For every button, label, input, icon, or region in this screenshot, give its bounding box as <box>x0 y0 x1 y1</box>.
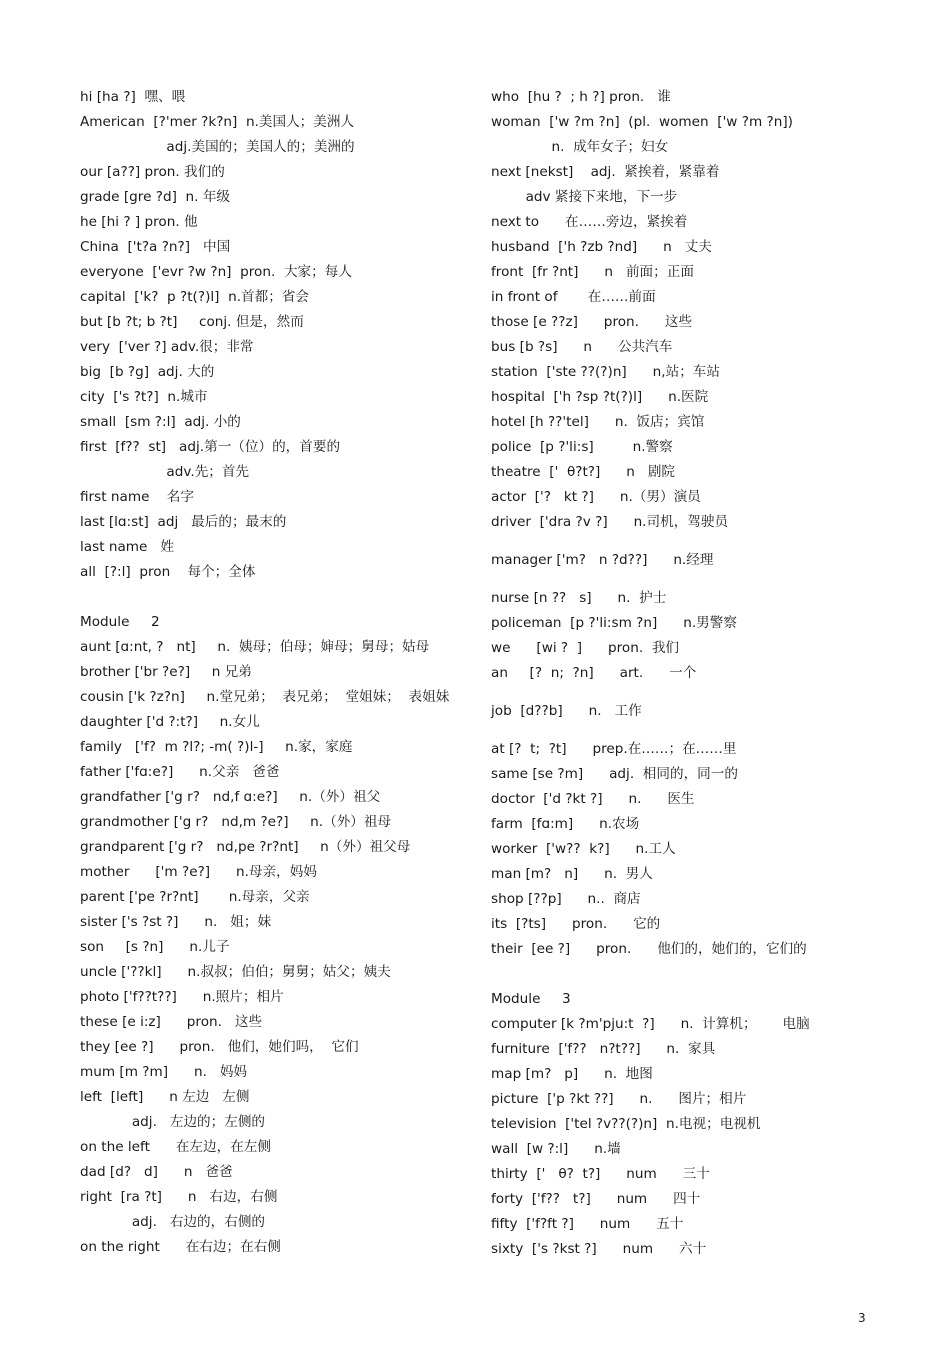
spacer <box>491 962 911 987</box>
vocab-entry: station ['ste ??(?)n] n,站；车站 <box>491 364 720 380</box>
vocab-entry: those [e ??z] pron. 这些 <box>491 314 693 330</box>
vocab-entry: next to 在……旁边，紧挨着 <box>491 214 688 230</box>
vocab-entry: policeman [p ?'li:sm ?n] n.男警察 <box>491 615 737 631</box>
vocab-entry: sixty ['s ?kst ?] num 六十 <box>491 1241 707 1257</box>
vocab-entry: left [left] n 左边 左侧 <box>80 1089 250 1105</box>
vocab-entry: he [hi ? ] pron. 他 <box>80 214 198 230</box>
vocab-entry: but [b ?t; b ?t] conj. 但是，然而 <box>80 314 304 330</box>
vocab-entry: job [d??b] n. 工作 <box>491 703 642 719</box>
vocab-entry: theatre [' θ?t?] n 剧院 <box>491 464 676 480</box>
vocab-entry: husband ['h ?zb ?nd] n 丈夫 <box>491 239 712 255</box>
vocab-entry: front [fr ?nt] n 前面；正面 <box>491 264 694 280</box>
vocab-entry: grade [gre ?d] n. 年级 <box>80 189 231 205</box>
vocab-entry: aunt [ɑ:nt, ? nt] n. 姨母；伯母；婶母；舅母；姑母 <box>80 639 430 655</box>
vocab-entry: photo ['f??t??] n.照片；相片 <box>80 989 284 1005</box>
module-heading: Module 3 <box>491 991 571 1007</box>
vocab-entry: actor ['? kt ?] n.（男）演员 <box>491 489 701 505</box>
vocab-entry: they [ee ?] pron. 他们，她们吗， 它们 <box>80 1039 359 1055</box>
vocab-entry: our [a??] pron. 我们的 <box>80 164 225 180</box>
vocab-entry: daughter ['d ?:t?] n.女儿 <box>80 714 260 730</box>
vocab-entry: hi [ha ?] 嘿、喂 <box>80 89 186 105</box>
vocab-entry: at [? t; ?t] prep.在……；在……里 <box>491 741 737 757</box>
vocab-entry: son [s ?n] n.儿子 <box>80 939 230 955</box>
vocab-entry: mother ['m ?e?] n.母亲，妈妈 <box>80 864 317 880</box>
module-heading: Module 2 <box>80 614 160 630</box>
vocab-entry: brother ['br ?e?] n 兄弟 <box>80 664 252 680</box>
vocab-entry: sister ['s ?st ?] n. 姐；妹 <box>80 914 272 930</box>
vocab-entry: big [b ?g] adj. 大的 <box>80 364 215 380</box>
vocab-entry: we [wi ? ] pron. 我们 <box>491 640 680 656</box>
spacer <box>80 585 480 610</box>
vocab-entry: farm [fɑ:m] n.农场 <box>491 816 640 832</box>
vocab-entry: grandfather ['g r? nd,f ɑ:e?] n.（外）祖父 <box>80 789 381 805</box>
vocab-entry: manager ['m? n ?d??] n.经理 <box>491 552 714 568</box>
vocab-entry: city ['s ?t?] n.城市 <box>80 389 208 405</box>
vocab-entry: its [?ts] pron. 它的 <box>491 916 661 932</box>
vocab-entry: nurse [n ?? s] n. 护士 <box>491 590 667 606</box>
vocab-entry: fifty ['f?ft ?] num 五十 <box>491 1216 684 1232</box>
vocab-entry: last name 姓 <box>80 539 174 555</box>
vocab-entry: forty ['f?? t?] num 四十 <box>491 1191 701 1207</box>
vocab-entry: furniture ['f?? n?t??] n. 家具 <box>491 1041 716 1057</box>
vocab-entry: capital ['k? p ?t(?)l] n.首都；省会 <box>80 289 310 305</box>
vocab-entry: man [m? n] n. 男人 <box>491 866 653 882</box>
vocab-entry: right [ra ?t] n 右边，右侧 <box>80 1189 278 1205</box>
page-number: 3 <box>858 1311 866 1325</box>
vocab-entry: bus [b ?s] n 公共汽车 <box>491 339 673 355</box>
vocab-entry: father ['fɑ:e?] n.父亲 爸爸 <box>80 764 280 780</box>
vocab-entry: same [se ?m] adj. 相同的，同一的 <box>491 766 738 782</box>
vocab-entry: China ['t?a ?n?] 中国 <box>80 239 231 255</box>
vocab-entry: adj.美国的；美国人的；美洲的 <box>80 139 355 155</box>
vocab-entry: map [m? p] n. 地图 <box>491 1066 653 1082</box>
vocab-entry: computer [k ?m'pju:t ?] n. 计算机； 电脑 <box>491 1016 810 1032</box>
vocab-entry: very ['ver ?] adv.很；非常 <box>80 339 254 355</box>
vocab-entry: grandmother ['g r? nd,m ?e?] n.（外）祖母 <box>80 814 392 830</box>
vocab-entry: doctor ['d ?kt ?] n. 医生 <box>491 791 695 807</box>
left-column <box>80 85 480 1260</box>
vocab-entry: woman ['w ?m ?n] (pl. women ['w ?m ?n]) <box>491 114 793 130</box>
vocab-entry: adv 紧接下来地，下一步 <box>491 189 678 205</box>
vocab-entry: wall [w ?:l] n.墙 <box>491 1141 621 1157</box>
vocab-entry: family ['f? m ?l?; -m( ?)l-] n.家，家庭 <box>80 739 353 755</box>
vocab-entry: grandparent ['g r? nd,pe ?r?nt] n（外）祖父母 <box>80 839 411 855</box>
vocab-entry: adv.先；首先 <box>80 464 250 480</box>
vocab-entry: first [f?? st] adj.第一（位）的，首要的 <box>80 439 341 455</box>
vocab-entry: n. 成年女子；妇女 <box>491 139 669 155</box>
vocab-entry: worker ['w?? k?] n.工人 <box>491 841 676 857</box>
vocab-entry: television ['tel ?v??(?)n] n.电视；电视机 <box>491 1116 761 1132</box>
vocab-entry: dad [d? d] n 爸爸 <box>80 1164 233 1180</box>
vocab-entry: everyone ['evr ?w ?n] pron. 大家；每人 <box>80 264 352 280</box>
vocab-entry: thirty [' θ? t?] num 三十 <box>491 1166 710 1182</box>
vocab-entry: all [?:l] pron 每个；全体 <box>80 564 256 580</box>
vocab-entry: last [lɑ:st] adj 最后的；最末的 <box>80 514 287 530</box>
vocab-entry: uncle ['??kl] n.叔叔；伯伯；舅舅；姑父；姨夫 <box>80 964 391 980</box>
vocab-entry: an [? n; ?n] art. 一个 <box>491 665 697 681</box>
vocab-entry: adj. 左边的；左侧的 <box>80 1114 266 1130</box>
vocab-entry: shop [??p] n.. 商店 <box>491 891 641 907</box>
vocab-entry: hospital ['h ?sp ?t(?)l] n.医院 <box>491 389 709 405</box>
vocab-entry: next [nekst] adj. 紧挨着，紧靠着 <box>491 164 720 180</box>
vocab-entry: who [hu ? ; h ?] pron. 谁 <box>491 89 671 105</box>
vocab-entry: mum [m ?m] n. 妈妈 <box>80 1064 248 1080</box>
vocab-entry: driver ['dra ?v ?] n.司机，驾驶员 <box>491 514 729 530</box>
vocab-entry: these [e i:z] pron. 这些 <box>80 1014 263 1030</box>
vocab-entry: American [?'mer ?k?n] n.美国人；美洲人 <box>80 114 355 130</box>
vocab-entry: picture ['p ?kt ??] n. 图片；相片 <box>491 1091 747 1107</box>
vocab-entry: adj. 右边的，右侧的 <box>80 1214 266 1230</box>
vocab-entry: on the right 在右边；在右侧 <box>80 1239 281 1255</box>
vocab-entry: cousin ['k ?z?n] n.堂兄弟； 表兄弟； 堂姐妹； 表姐妹 <box>80 689 450 705</box>
vocab-entry: hotel [h ??'tel] n. 饭店；宾馆 <box>491 414 705 430</box>
vocab-entry: police [p ?'li:s] n.警察 <box>491 439 673 455</box>
vocab-entry: parent ['pe ?r?nt] n.母亲，父亲 <box>80 889 310 905</box>
vocab-entry: on the left 在左边，在左侧 <box>80 1139 271 1155</box>
right-column <box>491 85 911 1262</box>
vocab-entry: in front of 在……前面 <box>491 289 656 305</box>
vocab-entry: their [ee ?] pron. 他们的，她们的，它们的 <box>491 941 807 957</box>
vocab-entry: small [sm ?:l] adj. 小的 <box>80 414 241 430</box>
vocab-entry: first name 名字 <box>80 489 194 505</box>
